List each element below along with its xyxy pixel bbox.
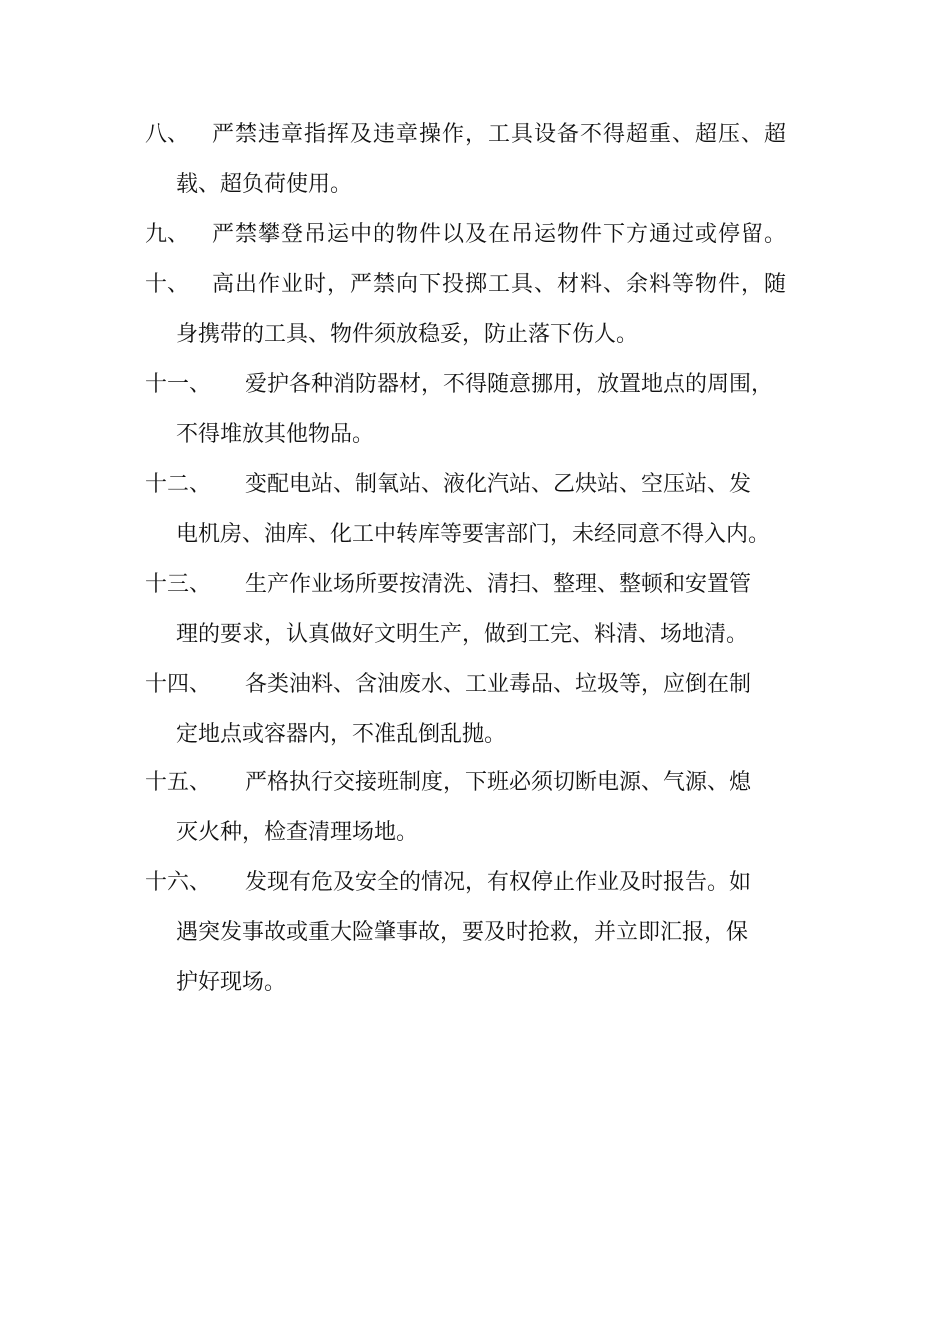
item-text-line: 严格执行交接班制度，下班必须切断电源、气源、熄 [245, 770, 752, 795]
item-text-line: 爱护各种消防器材，不得随意挪用，放置地点的周围， [245, 372, 774, 397]
item-text-line: 严禁违章指挥及违章操作，工具设备不得超重、超压、超 [212, 122, 788, 147]
item-text-line: 不得堆放其他物品。 [176, 422, 375, 447]
item-number: 十五、 [145, 770, 212, 795]
item-number: 十一、 [145, 372, 212, 397]
item-text-line: 遇突发事故或重大险肇事故，要及时抢救，并立即汇报，保 [176, 920, 749, 945]
item-text-line: 理的要求，认真做好文明生产，做到工完、料清、场地清。 [176, 622, 749, 647]
item-number: 十二、 [145, 472, 212, 497]
item-text-line: 严禁攀登吊运中的物件以及在吊运物件下方通过或停留。 [212, 222, 788, 247]
item-text-line: 灭火种，检查清理场地。 [176, 820, 419, 845]
item-text-line: 发现有危及安全的情况，有权停止作业及时报告。如 [245, 870, 752, 895]
item-text-line: 护好现场。 [176, 970, 287, 995]
item-number: 十六、 [145, 870, 212, 895]
item-number: 八、 [145, 122, 190, 147]
item-text-line: 载、超负荷使用。 [176, 172, 353, 197]
item-text-line: 高出作业时，严禁向下投掷工具、材料、余料等物件，随 [212, 272, 788, 297]
item-number: 九、 [145, 222, 190, 247]
item-text-line: 身携带的工具、物件须放稳妥，防止落下伤人。 [176, 322, 639, 347]
item-number: 十三、 [145, 572, 212, 597]
item-number: 十、 [145, 272, 190, 297]
item-text-line: 各类油料、含油废水、工业毒品、垃圾等，应倒在制 [245, 672, 752, 697]
item-text-line: 变配电站、制氧站、液化汽站、乙炔站、空压站、发 [245, 472, 752, 497]
item-text-line: 电机房、油库、化工中转库等要害部门，未经同意不得入内。 [176, 522, 771, 547]
item-text-line: 定地点或容器内，不准乱倒乱抛。 [176, 722, 507, 747]
item-number: 十四、 [145, 672, 212, 697]
item-text-line: 生产作业场所要按清洗、清扫、整理、整顿和安置管 [245, 572, 752, 597]
